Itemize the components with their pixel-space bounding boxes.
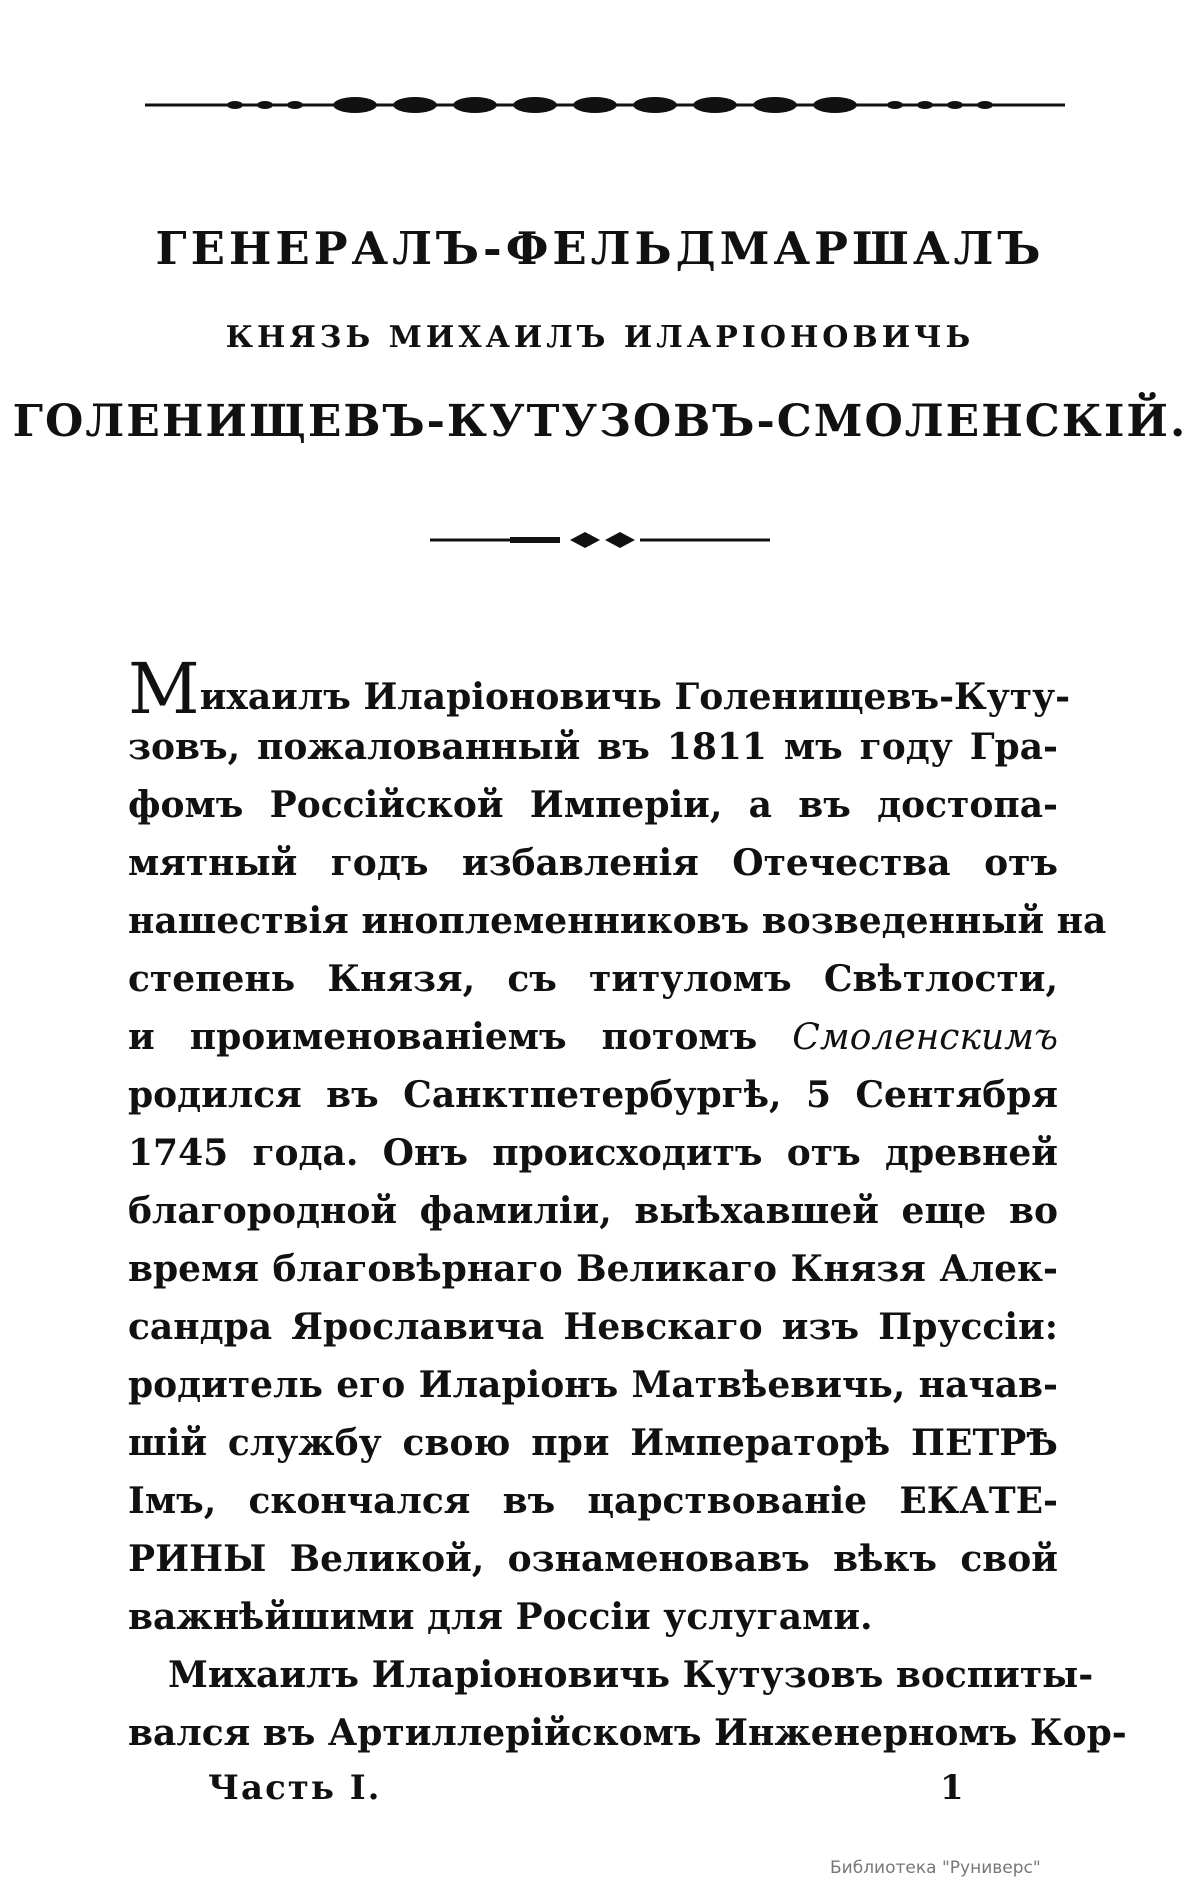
text-line: мятный годъ избавленія Отечества отъ — [128, 842, 1058, 884]
text-line: РИНЫ Великой, ознаменовавъ вѣкъ свой — [128, 1538, 1058, 1580]
text-line: благородной фамиліи, выѣхавшей еще во — [128, 1190, 1058, 1232]
text-line: Михаилъ Иларіоновичь Кутузовъ воспиты- — [168, 1654, 1094, 1696]
text-line: и проименованіемъ потомъ Смоленскимъ — [128, 1016, 1058, 1058]
title-rank: ГЕНЕРАЛЪ-ФЕЛЬДМАРШАЛЪ — [155, 222, 1045, 275]
title-name: КНЯЗЬ МИХАИЛЪ ИЛАРІОНОВИЧЬ — [225, 320, 975, 355]
text-line: Імъ, скончался въ царствованіе ЕКАТЕ- — [128, 1480, 1058, 1522]
text-line: 1745 года. Онъ происходитъ отъ древней — [128, 1132, 1058, 1174]
text-line: фомъ Россійской Имперіи, а въ достопа- — [128, 784, 1058, 826]
text-line: родился въ Санктпетербургѣ, 5 Сентября — [128, 1074, 1058, 1116]
sheet-number: 1 — [940, 1768, 964, 1808]
title-surname: ГОЛЕНИЩЕВЪ-КУТУЗОВЪ-СМОЛЕНСКІЙ. — [12, 396, 1188, 447]
library-watermark: Библиотека "Руниверс" — [830, 1858, 1041, 1878]
text-line: сандра Ярославича Невскаго изъ Пруссіи: — [128, 1306, 1058, 1348]
drop-cap: М — [128, 648, 200, 730]
text-line: вался въ Артиллерійскомъ Инженерномъ Кор- — [128, 1712, 1127, 1754]
text-line: нашествія иноплеменниковъ возведенный на — [128, 900, 1107, 942]
text-line: важнѣйшими для Россіи услугами. — [128, 1596, 873, 1638]
text-line: родитель его Иларіонъ Матвѣевичь, начав- — [128, 1364, 1058, 1406]
signature-mark: Часть I. — [208, 1768, 382, 1808]
middle-ornament — [430, 528, 770, 552]
text-line: степень Князя, съ титуломъ Свѣтлости, — [128, 958, 1058, 1000]
text-line: Михаилъ Иларіоновичь Голенищевъ-Куту- — [128, 648, 1071, 730]
text-line: зовъ, пожалованный въ 1811 мъ году Гра- — [128, 726, 1058, 768]
text-line: шій службу свою при Императорѣ ПЕТРѢ — [128, 1422, 1058, 1464]
text-line: время благовѣрнаго Великаго Князя Алек- — [128, 1248, 1058, 1290]
italic-word: Смоленскимъ — [792, 1017, 1058, 1058]
top-ornament — [145, 92, 1065, 118]
main-text — [128, 648, 1127, 1762]
